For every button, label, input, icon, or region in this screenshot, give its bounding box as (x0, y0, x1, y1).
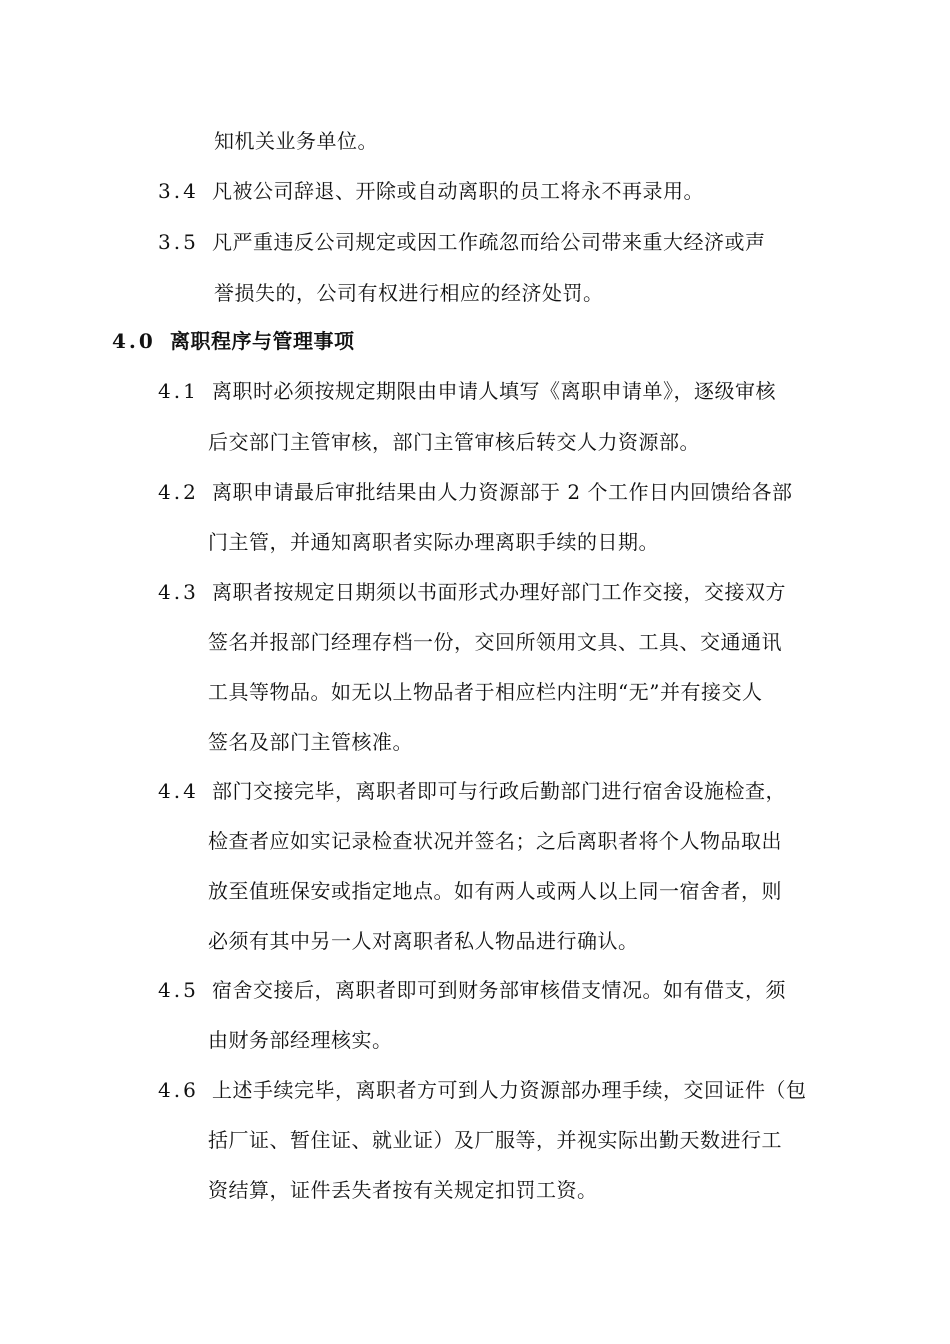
section-title: 离职程序与管理事项 (170, 329, 355, 353)
clause-text-continued: 检查者应如实记录检查状况并签名；之后离职者将个人物品取出 (208, 829, 782, 853)
clause-text-continued: 括厂证、暂住证、就业证）及厂服等，并视实际出勤天数进行工 (208, 1128, 782, 1152)
clause-number: 4.6 (158, 1078, 199, 1102)
clause-4-3 (158, 578, 786, 606)
continuation-text: 知机关业务单位。 (214, 129, 378, 153)
clause-number: 4.2 (158, 480, 199, 504)
clause-number: 4.1 (158, 379, 199, 403)
clause-3-4 (158, 177, 704, 205)
clause-4-6 (158, 1076, 807, 1104)
clause-4-5 (158, 976, 786, 1004)
clause-text-continued: 必须有其中另一人对离职者私人物品进行确认。 (208, 929, 639, 953)
clause-text-continued: 门主管，并通知离职者实际办理离职手续的日期。 (208, 530, 659, 554)
clause-text-continued: 后交部门主管审核，部门主管审核后转交人力资源部。 (208, 430, 700, 454)
clause-text: 部门交接完毕，离职者即可与行政后勤部门进行宿舍设施检查， (212, 779, 786, 803)
clause-text-continued: 放至值班保安或指定地点。如有两人或两人以上同一宿舍者，则 (208, 879, 782, 903)
clause-text: 凡被公司辞退、开除或自动离职的员工将永不再录用。 (212, 179, 704, 203)
section-heading (112, 327, 355, 355)
clause-4-2 (158, 478, 792, 506)
clause-text: 离职时必须按规定期限由申请人填写《离职申请单》，逐级审核 (212, 379, 776, 403)
clause-number: 4.4 (158, 779, 199, 803)
clause-number: 3.5 (158, 230, 199, 254)
clause-text: 离职者按规定日期须以书面形式办理好部门工作交接，交接双方 (212, 580, 786, 604)
clause-text: 上述手续完毕，离职者方可到人力资源部办理手续，交回证件（包 (212, 1078, 807, 1102)
clause-text-continued: 签名并报部门经理存档一份，交回所领用文具、工具、交通通讯 (208, 630, 782, 654)
clause-number: 3.4 (158, 179, 199, 203)
clause-text-continued: 由财务部经理核实。 (208, 1028, 393, 1052)
clause-text-continued: 资结算，证件丢失者按有关规定扣罚工资。 (208, 1178, 598, 1202)
clause-text: 凡严重违反公司规定或因工作疏忽而给公司带来重大经济或声 (212, 230, 766, 254)
clause-number: 4.3 (158, 580, 199, 604)
clause-number: 4.5 (158, 978, 199, 1002)
clause-text-continued: 誉损失的，公司有权进行相应的经济处罚。 (214, 281, 604, 305)
clause-3-5 (158, 228, 766, 256)
clause-text-continued: 工具等物品。如无以上物品者于相应栏内注明“无”并有接交人 (208, 680, 763, 704)
clause-4-1 (158, 377, 776, 405)
clause-text: 离职申请最后审批结果由人力资源部于 2 个工作日内回馈给各部 (212, 480, 793, 504)
clause-text: 宿舍交接后，离职者即可到财务部审核借支情况。如有借支，须 (212, 978, 786, 1002)
section-number: 4.0 (112, 329, 156, 353)
clause-text-continued: 签名及部门主管核准。 (208, 730, 413, 754)
clause-4-4 (158, 777, 786, 805)
